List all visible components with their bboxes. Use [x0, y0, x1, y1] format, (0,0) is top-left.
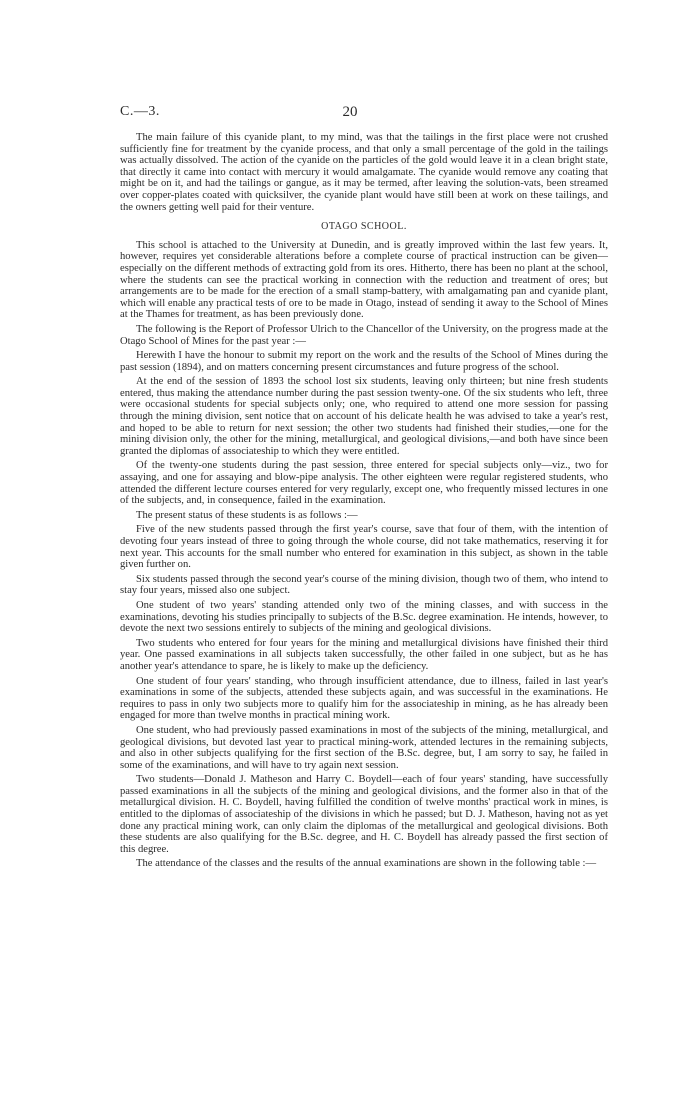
paragraph: Of the twenty-one students during the past session, three entered for special subjects only—viz., two for assaying, and one for assaying and blow-pipe analysis. The other eighteen were regular registered students, who attended the different lecture courses entered for very regularly, except one, who frequently missed lectures in one of the subjects, and, in consequence, failed in the examination. — [120, 460, 608, 507]
paragraph: Two students—Donald J. Matheson and Harry C. Boydell—each of four years' standing, have successfully passed examinations in all the subjects of the mining and geological divisions, and the former also in that of the metallurgical division. H. C. Boydell, having fulfilled the condition of twelve months' practical work in mines, is entitled to the diplomas of associateship of the divisions in which he passed; but D. J. Matheson, having not as yet done any practical mining work, can only claim the diplomas of the metallurgical and geological divisions. Both these students are also qualifying for the B.Sc. degree, and H. C. Boydell has already passed the first section of this degree. — [120, 774, 608, 855]
section-title: OTAGO SCHOOL. — [321, 221, 407, 233]
page-number: 20 — [342, 104, 358, 120]
document-reference: C.—3. — [120, 104, 160, 119]
paragraph: Five of the new students passed through the first year's course, save that four of them, with the intention of devoting four years instead of three to going through the whole course, did not take mathematics, reserving it for next year. This accounts for the small number who entered for examination in this subject, as shown in the table given further on. — [120, 524, 608, 571]
paragraph: One student of two years' standing attended only two of the mining classes, and with success in the examinations, devoting his studies principally to subjects of the B.Sc. degree examination. He intends, however, to devote the next two sessions entirely to subjects of the mining and geological divisions. — [120, 599, 608, 635]
paragraph: The attendance of the classes and the results of the annual examinations are shown in the following table :— — [136, 858, 597, 870]
paragraph: One student of four years' standing, who through insufficient attendance, due to illness, failed in last year's examinations in some of the subjects, attended these subjects again, and was successful in the examinations. He requires to pass in only two subjects more to qualify him for the associateship in mining, as he has already been engaged for more than twelve months in practical mining work. — [120, 675, 608, 722]
paragraph: One student, who had previously passed examinations in most of the subjects of the mining, metallurgical, and geological divisions, but devoted last year to practical mining-work, attended lectures in the remaining subjects, and also in other subjects qualifying for the first section of the B.Sc. degree, but, I am sorry to say, he failed in some of the examinations, and will have to try again next session. — [120, 724, 608, 771]
paragraph: Six students passed through the second year's course of the mining division, though two of them, who intend to stay four years, missed also one subject. — [120, 573, 608, 597]
paragraph: Two students who entered for four years for the mining and metallurgical divisions have finished their third year. One passed examinations in all subjects taken successfully, the other failed in one subject, but as he has another year's attendance to spare, he is likely to make up the deficiency. — [120, 637, 608, 672]
page-body — [120, 132, 608, 873]
paragraph: Herewith I have the honour to submit my report on the work and the results of the School of Mines during the past session (1894), and on matters concerning present circumstances and future progress of the school. — [120, 350, 608, 373]
paragraph: This school is attached to the University at Dunedin, and is greatly improved within the last few years. It, however, requires yet considerable alterations before a complete course of practical instruction can be given—especially on the different methods of extracting gold from its ores. Hitherto, there has been no plant at the school, where the students can see the practical working in connection with the reduction and treatment of ores; but arrangements are to be made for the erection of a small stamp-battery, with amalgamating pan and cyanide plant, which will enable any practical tests of ore to be made in Otago, instead of sending it away to the School of Mines at the Thames for treatment, as has been previously done. — [120, 239, 608, 321]
paragraph: The present status of these students is as follows :— — [136, 509, 358, 521]
paragraph: The following is the Report of Professor Ulrich to the Chancellor of the University, on the progress made at the Otago School of Mines for the past year :— — [120, 323, 608, 347]
paragraph: At the end of the session of 1893 the school lost six students, leaving only thirteen; but nine fresh students entered, thus making the attendance number during the past session twenty-one. Of the six students who left, three were occasional students for special subjects only; one, who required to attend one more session for passing through the mining division, sent notice that on account of his delicate health he was advised to take a year's rest, and hoped to be able to return for next session; the other two students had finished their studies,—one for the mining division only, the other for the mining, metallurgical, and geological divisions,—and both have since been granted the diplomas of associateship to which they were entitled. — [120, 376, 608, 457]
page-header — [120, 104, 580, 122]
intro-paragraph: The main failure of this cyanide plant, to my mind, was that the tailings in the first place were not crushed sufficiently fine for treatment by the cyanide process, and that only a small percentage of the gold in the tailings was actually dissolved. The action of the cyanide on the particles of the gold would leave it in a clean bright state, that directly it came into contact with mercury it would amalgamate. The cyanide would remove any coating that might be on it, and had the tailings or gangue, as it may be termed, after leaving the solution-vats, been streamed over copper-plates coated with quicksilver, the cyanide plant would have still been at work on these tailings, and the owners getting well paid for their venture. — [120, 132, 608, 213]
